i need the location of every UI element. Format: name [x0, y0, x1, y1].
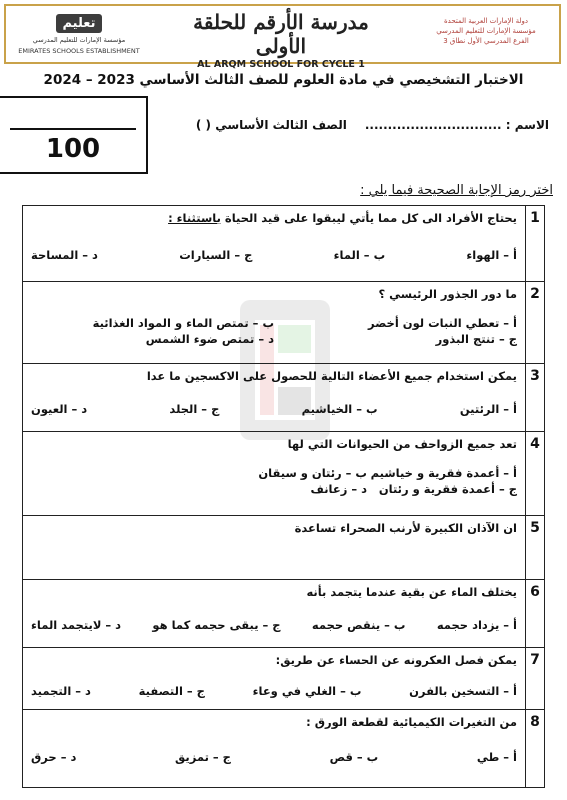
question-text: يمكن فصل العكرونه عن الحساء عن طريق: [275, 653, 517, 667]
option-b[interactable]: ب – ينقص حجمه [311, 618, 406, 632]
option-a[interactable]: أ – الرئتين [459, 402, 517, 416]
school-name-en: AL ARQM SCHOOL FOR CYCLE 1 [197, 59, 365, 70]
question-emphasis: باستثناء : [168, 211, 221, 225]
question-row-5 [23, 516, 545, 580]
school-name-ar: مدرسة الأرقم للحلقة الأولى [193, 10, 369, 58]
question-row-3 [23, 364, 545, 432]
question-row-1 [23, 206, 545, 282]
ministry-logo-block [14, 12, 144, 55]
option-b[interactable]: ب – الغلي في وعاء [252, 684, 362, 698]
score-blank-line [10, 128, 136, 130]
option-d[interactable]: د – التجميد [31, 684, 91, 698]
branch-name: الفرع المدرسي الأول نطاق 3 [443, 37, 529, 45]
options [31, 684, 517, 698]
question-text: تعد جميع الزواحف من الحيوانات التي لها [287, 437, 517, 451]
total-score: 100 [45, 134, 101, 164]
question-text: يمكن استخدام جميع الأعضاء التالية للحصول على الاكسجين ما عدا [146, 369, 517, 383]
option-d[interactable]: د – المساحة [31, 248, 98, 262]
option-a[interactable]: أ – أعمدة فقرية و خياشيم [370, 466, 517, 480]
option-a[interactable]: أ – الهواء [466, 248, 517, 262]
option-c[interactable]: ج – أعمدة فقرية و رئتان [378, 482, 517, 496]
question-number: 2 [526, 282, 545, 364]
option-b[interactable]: ب – تمتص الماء و المواد الغذائية [92, 316, 274, 330]
instructions: اختر رمز الإجابة الصحيحة فيما يلي : [360, 183, 553, 198]
options [217, 466, 517, 496]
option-c[interactable]: ج – يبقى حجمه كما هو [152, 618, 281, 632]
establishment-name: مؤسسة الإمارات للتعليم المدرسي [436, 27, 536, 35]
student-info-row [160, 118, 549, 132]
option-d[interactable]: د – لايتجمد الماء [31, 618, 122, 632]
option-c[interactable]: ج – الجلد [169, 402, 220, 416]
question-row-6 [23, 580, 545, 648]
option-c[interactable]: ج – التصفية [138, 684, 205, 698]
options [31, 316, 517, 346]
question-row-7 [23, 648, 545, 710]
option-b[interactable]: ب – رئتان و سيقان [258, 466, 367, 480]
question-number: 3 [526, 364, 545, 432]
option-c[interactable]: ج – تنتج البذور [435, 332, 517, 346]
question-row-2 [23, 282, 545, 364]
school-header [4, 4, 561, 70]
options [31, 750, 517, 764]
taleem-logo: تعليم [56, 14, 101, 33]
country-name: دولة الإمارات العربية المتحدة [443, 17, 529, 25]
options [31, 618, 517, 632]
school-name-block [166, 10, 396, 70]
option-a[interactable]: أ – يزداد حجمه [436, 618, 517, 632]
option-b[interactable]: ب – قص [329, 750, 379, 764]
question-number: 4 [526, 432, 545, 516]
question-row-8 [23, 710, 545, 788]
question-number: 7 [526, 648, 545, 710]
option-d[interactable]: د – تمتص ضوء الشمس [145, 332, 274, 346]
question-number: 1 [526, 206, 545, 282]
questions-table [22, 205, 545, 788]
options [31, 248, 517, 262]
option-c[interactable]: ج – السيارات [179, 248, 253, 262]
institution-block [421, 16, 551, 46]
question-text: ان الآذان الكبيرة لأرنب الصحراء تساعدة [294, 521, 517, 535]
question-text: يختلف الماء عن بقية عندما يتجمد بأنه [306, 585, 517, 599]
option-d[interactable]: د – حرق [31, 750, 77, 764]
question-number: 8 [526, 710, 545, 788]
question-row-4 [23, 432, 545, 516]
exam-title: الاختبار التشخيصي في مادة العلوم للصف الثالث الأساسي 2023 – 2024 [43, 72, 524, 88]
question-text [31, 210, 517, 226]
option-d[interactable]: د – العيون [31, 402, 88, 416]
option-a[interactable]: أ – تعطي النبات لون أخضر [368, 316, 517, 330]
grade-field[interactable]: الصف الثالث الأساسي ( ) [195, 118, 347, 132]
name-field[interactable]: الاسم : .............................. [364, 118, 549, 132]
option-a[interactable]: أ – التسخين بالفرن [409, 684, 517, 698]
option-b[interactable]: ب – الماء [333, 248, 386, 262]
left-logo-caption-en: EMIRATES SCHOOLS ESTABLISHMENT [18, 47, 140, 55]
option-d[interactable]: د – زعانف [310, 482, 367, 496]
question-text: ما دور الجذور الرئيسي ؟ [378, 287, 517, 301]
score-box [0, 96, 148, 174]
option-c[interactable]: ج – تمزيق [175, 750, 231, 764]
left-logo-caption-ar: مؤسسة الإمارات للتعليم المدرسي [32, 36, 126, 44]
options [31, 402, 517, 416]
option-a[interactable]: أ – طي [476, 750, 517, 764]
question-number: 6 [526, 580, 545, 648]
question-number: 5 [526, 516, 545, 580]
question-stem: يحتاج الأفراد الى كل مما يأتي ليبقوا على قيد الحياة [224, 211, 517, 225]
question-text: من التغيرات الكيميائية لقطعة الورق : [306, 715, 517, 729]
option-b[interactable]: ب – الخياشيم [301, 402, 378, 416]
